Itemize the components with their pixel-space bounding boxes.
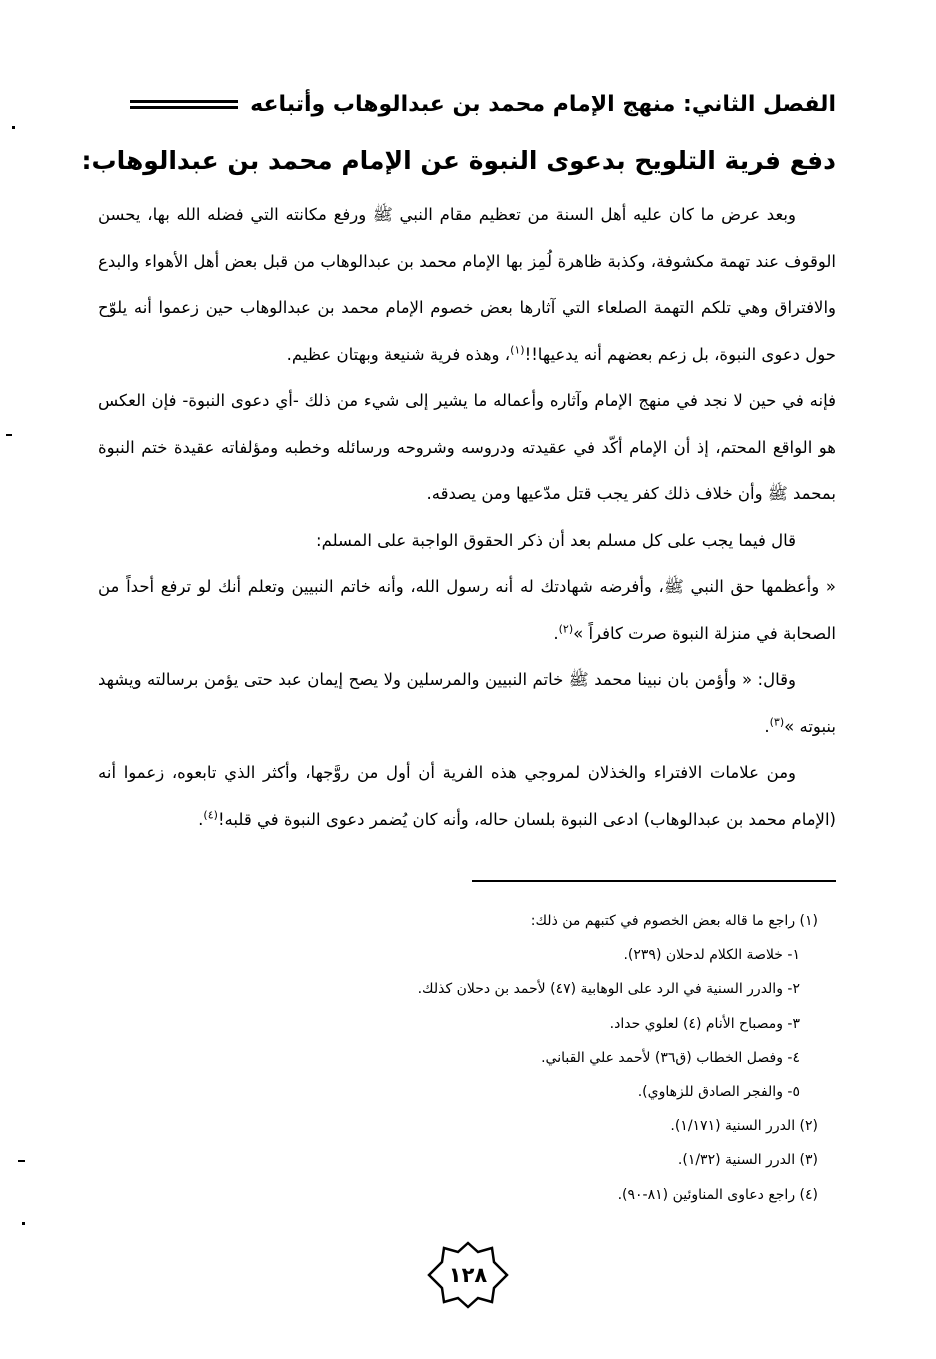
running-header [130, 84, 836, 124]
paragraph-4-text: « وأعظمها حق النبي ﷺ، وأفرضه شهادتك له أنه رسول الله، وأنه خاتم النبيين وتعلم أنك لو ترفع أحداً من الصحابة في منزلة النبوة صرت كافراً » [98, 577, 836, 643]
scan-speck [12, 126, 15, 129]
header-rule [130, 100, 238, 109]
scan-speck [22, 1222, 25, 1225]
footnote-ref-3: (٣) [769, 715, 785, 728]
footnote-ref-1: (١) [510, 343, 525, 356]
paragraph-2 [98, 378, 836, 518]
footnotes [118, 904, 818, 1212]
footnote-1-item: ٢- والدرر السنية في الرد على الوهابية (٤٧) لأحمد بن دحلان كذلك. [417, 981, 800, 998]
paragraph-6-text: ومن علامات الافتراء والخذلان لمروجي هذه الفرية أن أول من روَّجها، وأكثر الذي تابعوه، زعموا أنه (الإمام محمد بن عبدالوهاب) ادعى النبوة بلسان حاله، وأنه كان يُضمر دعوى النبوة في قلبه! [98, 763, 836, 829]
footnote-ref-2: (٢) [558, 622, 574, 635]
footnote-3: (٣) الدرر السنية (١/٣٢). [677, 1152, 818, 1169]
paragraph-3-text: قال فيما يجب على كل مسلم بعد أن ذكر الحقوق الواجبة على المسلم: [316, 530, 796, 550]
footnote-ref-4: (٤) [203, 808, 218, 821]
paragraph-5-tail: . [764, 716, 770, 736]
paragraph-5 [98, 657, 836, 750]
footnote-separator [472, 880, 836, 882]
footnote-1-item: ١- خلاصة الكلام لدحلان (٢٣٩). [623, 947, 800, 964]
paragraph-6-tail: . [198, 809, 204, 829]
footnote-1-item: ٥- والفجر الصادق للزهاوي). [637, 1084, 800, 1101]
footnote-1-item: ٤- وفصل الخطاب (ق٣٦) لأحمد علي القباني. [541, 1049, 800, 1066]
footnote-1-item: ٣- ومصباح الأنام (٤) لعلوي حداد. [609, 1015, 800, 1032]
footnote-4: (٤) راجع دعاوى المناوئين (٨١-٩٠). [617, 1186, 818, 1203]
paragraph-3 [98, 518, 836, 565]
paragraph-1-tail: ، وهذه فرية شنيعة وبهتان عظيم. [286, 344, 511, 364]
chapter-title: الفصل الثاني: منهج الإمام محمد بن عبدالوهاب وأتباعه [250, 91, 836, 117]
scan-speck [18, 1160, 25, 1162]
paragraph-1 [98, 192, 836, 378]
paragraph-5-text: وقال: « وأؤمن بان نبينا محمد ﷺ خاتم النبيين والمرسلين ولا يصح إيمان عبد حتى يؤمن برسالته ويشهد بنبوته » [98, 670, 836, 736]
paragraph-4-tail: . [553, 623, 559, 643]
paragraph-1-text: وبعد عرض ما كان عليه أهل السنة من تعظيم مقام النبي ﷺ ورفع مكانته التي فضله الله بها، يحسن الوقوف عند تهمة مكشوفة، وكذبة ظاهرة لُمِز بها الإمام محمد بن عبدالوهاب من قبل بعض أهل الأهواء والبدع والافتراق وهي تلكم التهمة الصلعاء التي آثارها بعض خصوم الإمام محمد بن عبدالوهاب حين زعموا أنه يلوّح حول دعوى النبوة، بل زعم بعضهم أنه يدعيها!! [98, 205, 836, 364]
paragraph-2-text: فإنه في حين لا نجد في منهج الإمام وآثاره وأعماله ما يشير إلى شيء من ذلك -أي دعوى النبوة- فإن العكس هو الواقع المحتم، إذ أن الإمام أكّد في عقيدته ودروسه وشروحه ورسائله وخطبه ومؤلفاته عقيدة ختم النبوة بمحمد ﷺ وأن خلاف ذلك كفر يجب قتل مدّعيها ومن يصدقه. [98, 391, 836, 503]
footnote-1-intro: (١) راجع ما قاله بعض الخصوم في كتبهم من ذلك: [530, 913, 818, 929]
paragraph-4 [98, 564, 836, 657]
section-title: دفع فرية التلويح بدعوى النبوة عن الإمام محمد بن عبدالوهاب: [81, 146, 836, 175]
scan-speck [6, 434, 12, 436]
footnote-2: (٢) الدرر السنية (١/١٧١). [670, 1118, 818, 1135]
body-text [98, 192, 836, 843]
paragraph-6 [98, 750, 836, 843]
page-number: ١٢٨ [448, 1263, 488, 1287]
page-number-frame [426, 1240, 510, 1310]
